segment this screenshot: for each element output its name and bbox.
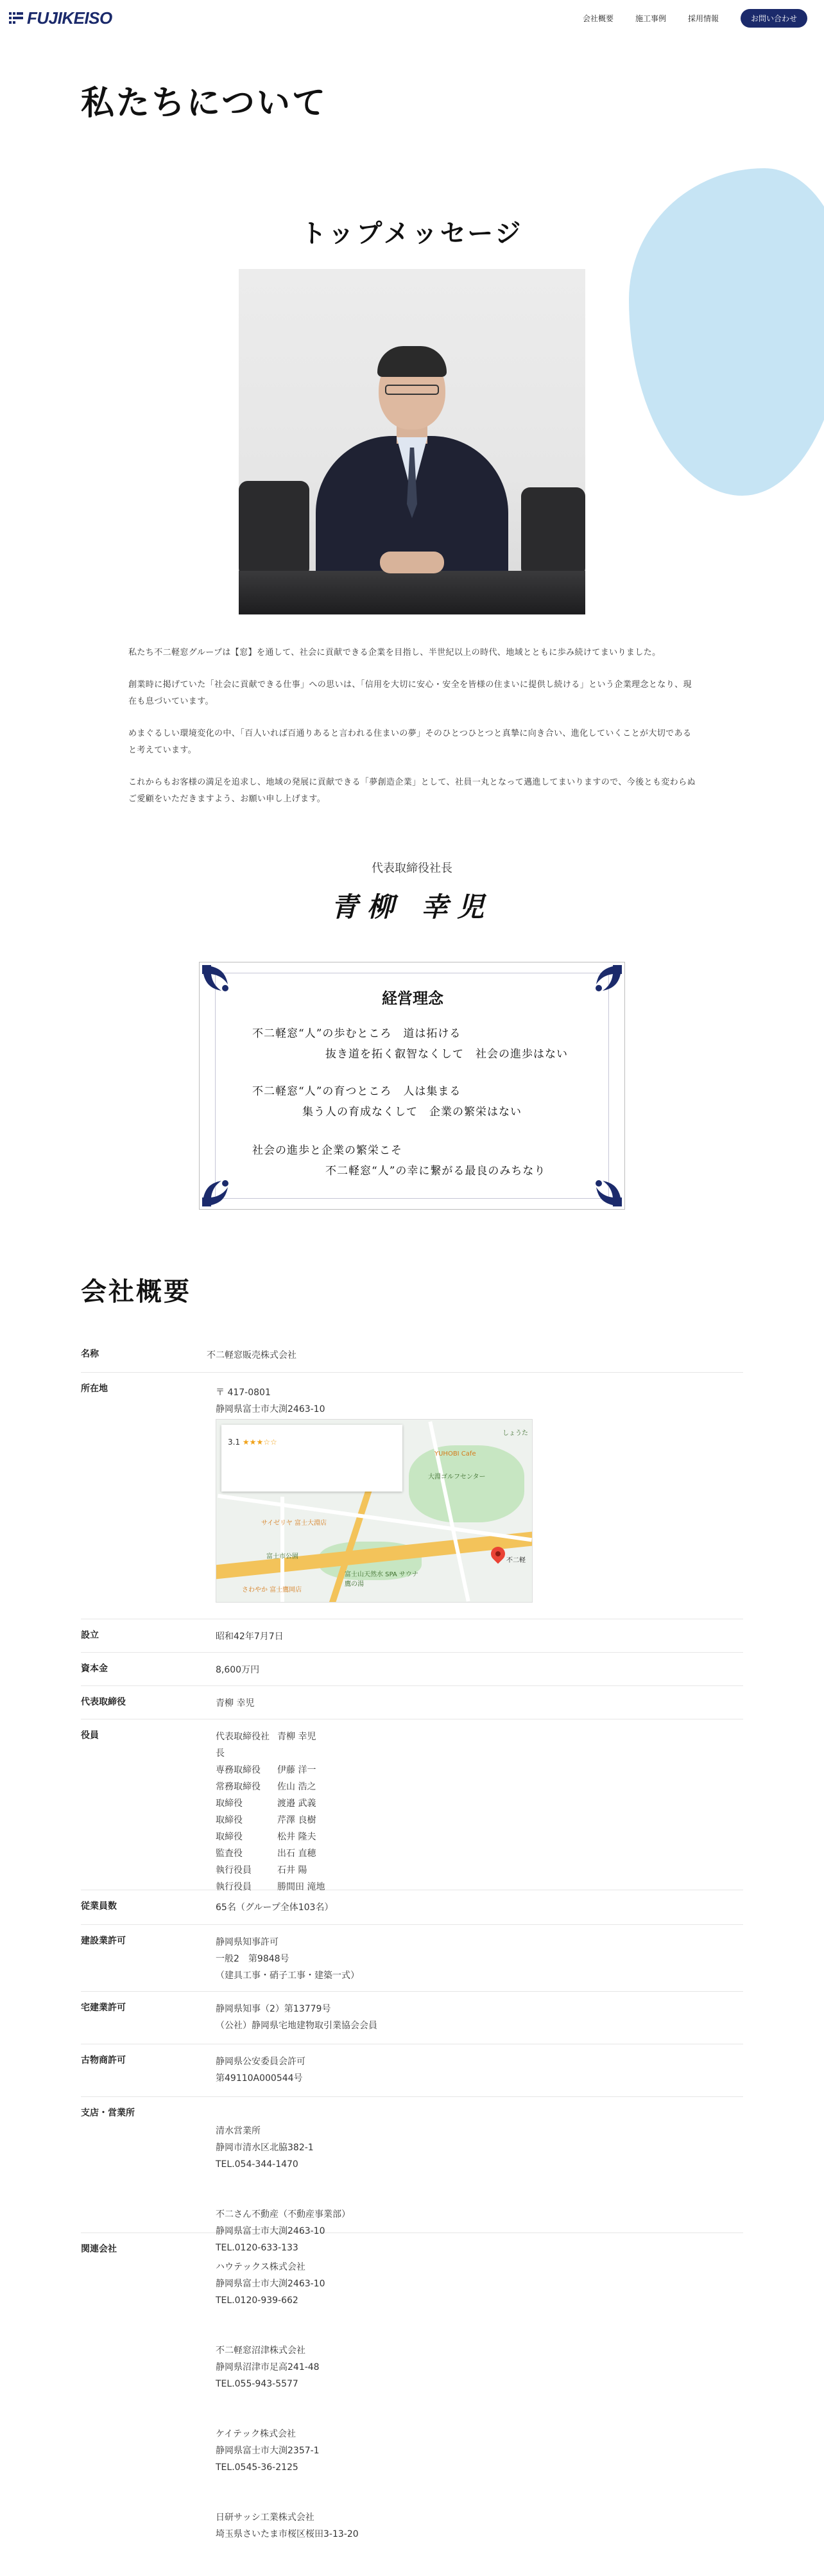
row-antique-license <box>81 2044 743 2097</box>
row-label: 関連会社 <box>81 2244 117 2254</box>
rating-stars-icon: ★★★☆☆ <box>242 1438 277 1447</box>
affiliate-entry: ケイテック株式会社 静岡県富士市大渕2357-1 TEL.0545-36-2125 <box>216 2429 320 2473</box>
main-nav <box>583 9 807 28</box>
row-value: 静岡県公安委員会許可 第49110A000544号 <box>216 2057 305 2084</box>
officer-row: 取締役 芹澤 良樹 <box>216 1815 316 1825</box>
message-paragraph: 私たち不二軽窓グループは【窓】を通して、社会に貢献できる企業を目指し、半世紀以上の時代、地域とともに歩み続けてまいりました。 <box>128 648 661 657</box>
top-message-text <box>128 645 696 823</box>
philosophy-line: 不二軽窓“人”の幸に繋がる最良のみちなり <box>325 1165 546 1178</box>
row-value: 昭和42年7月7日 <box>216 1632 284 1642</box>
row-value: 〒 417-0801 静岡県富士市大渕2463-10 <box>216 1388 325 1414</box>
row-realestate-license <box>81 1992 743 2044</box>
row-label: 従業員数 <box>81 1901 117 1911</box>
ceo-portrait <box>239 269 585 614</box>
site-header <box>0 0 824 36</box>
overview-title: 会社概要 <box>81 1277 191 1307</box>
officer-row: 常務取締役 佐山 浩之 <box>216 1782 316 1792</box>
google-map[interactable] <box>216 1419 533 1603</box>
ceo-title: 代表取締役社長 <box>372 862 452 875</box>
ceo-signature: 青柳 幸児 <box>330 891 494 923</box>
message-paragraph: これからもお客様の満足を追求し、地域の発展に貢献できる「夢創造企業」として、社員一丸となって邁進してまいりますので、今後とも変わらぬご愛顧をいただきますよう、お願い申し上げます。 <box>128 778 696 804</box>
officer-row: 執行役員 勝間田 滝地 <box>216 1882 325 1892</box>
row-value: 静岡県知事（2）第13779号 （公社）静岡県宅地建物取引業協会会員 <box>216 2004 377 2031</box>
affiliate-entry: 日研サッシ工業株式会社 埼玉県さいたま市桜区桜田3-13-20 <box>216 2512 359 2539</box>
philosophy-frame <box>199 962 625 1210</box>
top-message-heading: トップメッセージ <box>300 219 524 248</box>
row-label: 支店・営業所 <box>81 2108 135 2118</box>
row-label: 資本金 <box>81 1664 108 1674</box>
branch-entry: 清水営業所 静岡市清水区北脇382-1 TEL.054-344-1470 <box>216 2126 314 2170</box>
officer-row: 専務取締役 伊藤 洋一 <box>216 1765 316 1775</box>
logo[interactable] <box>9 8 112 28</box>
row-label: 代表取締役 <box>81 1697 126 1707</box>
map-place-label: さわやか 富士鷹岡店 <box>242 1587 302 1594</box>
map-place-label: 大淵ゴルフセンター <box>428 1474 486 1481</box>
officer-row: 代表取締役社長 青柳 幸児 <box>216 1732 316 1759</box>
contact-button[interactable]: お問い合わせ <box>741 9 807 28</box>
affiliate-entry: ハウテックス株式会社 静岡県富士市大渕2463-10 TEL.0120-939-662 <box>216 2262 325 2306</box>
philosophy-line: 不二軽窓“人”の育つところ 人は集まる <box>252 1085 461 1098</box>
page-title: 私たちについて <box>81 84 327 123</box>
officer-row: 取締役 渡邉 武義 <box>216 1798 316 1809</box>
philosophy-line: 集う人の育成なくして 企業の繁栄はない <box>302 1106 522 1118</box>
map-place-label: 富士市公園 <box>266 1553 298 1560</box>
nav-works[interactable]: 施工事例 <box>635 13 666 23</box>
officers-list <box>216 1728 325 1895</box>
philosophy-line: 抜き道を拓く叡智なくして 社会の進歩はない <box>325 1048 568 1061</box>
map-place-label: 富士山天然水 SPA サウナ鷹の湯 <box>345 1571 418 1588</box>
philosophy-line: 社会の進歩と企業の繁栄こそ <box>252 1144 402 1157</box>
row-affiliates <box>81 2233 743 2539</box>
map-place-label: 不二軽 <box>506 1557 526 1564</box>
branch-entry: 不二さん不動産（不動産事業部） 静岡県富士市大渕2463-10 TEL.0120-633-133 <box>216 2209 350 2253</box>
nav-recruit[interactable]: 採用情報 <box>687 13 719 23</box>
row-capital <box>81 1653 743 1686</box>
row-established <box>81 1619 743 1653</box>
row-label: 古物商許可 <box>81 2055 126 2066</box>
map-place-label: しょうた <box>502 1430 528 1437</box>
row-value: 65名（グループ全体103名） <box>216 1902 334 1913</box>
officer-row: 取締役 松井 隆夫 <box>216 1832 316 1842</box>
row-label: 宅建業許可 <box>81 2003 126 2013</box>
officer-row: 執行役員 石井 陽 <box>216 1865 307 1875</box>
row-label: 建設業許可 <box>81 1936 126 1946</box>
row-value: 8,600万円 <box>216 1665 260 1675</box>
row-construction-license <box>81 1925 743 1992</box>
row-address <box>81 1373 743 1619</box>
logo-mark-icon <box>9 11 23 25</box>
philosophy-line: 不二軽窓“人”の歩むところ 道は拓ける <box>252 1027 461 1040</box>
row-employees <box>81 1890 743 1925</box>
nav-company[interactable]: 会社概要 <box>582 13 614 23</box>
map-rating: 3.1 ★★★☆☆ <box>228 1438 277 1447</box>
message-paragraph: 創業時に掲げていた「社会に貢献できる仕事」への思いは、「信用を大切に安心・安全を皆様の住まいに提供し続ける」という企業理念となり、現在も息づいています。 <box>128 680 692 706</box>
row-label: 名称 <box>81 1349 99 1359</box>
map-info-card[interactable] <box>221 1425 402 1492</box>
map-place-label: サイゼリヤ 富士大淵店 <box>261 1520 327 1527</box>
map-place-label: YUHOBI Cafe <box>434 1450 476 1458</box>
row-representative <box>81 1686 743 1719</box>
row-officers <box>81 1719 743 1890</box>
philosophy-title: 経営理念 <box>382 989 443 1007</box>
map-pin-dot <box>495 1551 501 1556</box>
logo-text: FUJIKEISO <box>27 8 112 28</box>
affiliates-list <box>216 2242 359 2576</box>
row-value: 不二軽窓販売株式会社 <box>207 1350 296 1361</box>
row-label: 役員 <box>81 1730 99 1741</box>
row-name <box>81 1338 743 1373</box>
row-value: 静岡県知事許可 一般2 第9848号 （建具工事・硝子工事・建築一式） <box>216 1937 359 1981</box>
row-label: 設立 <box>81 1630 99 1640</box>
row-label: 所在地 <box>81 1384 108 1394</box>
officer-row: 監査役 出石 直穂 <box>216 1849 316 1859</box>
ornament-icon <box>579 1164 624 1209</box>
row-value: 青柳 幸児 <box>216 1698 255 1709</box>
message-paragraph: めまぐるしい環境変化の中、「百人いれば百通りあると言われる住まいの夢」そのひとつひとつと真摯に向き合い、進化していくことが大切であると考えています。 <box>128 729 692 755</box>
affiliate-entry: 不二軽窓沼津株式会社 静岡県沼津市足高241-48 TEL.055-943-5577 <box>216 2345 320 2389</box>
ornament-icon <box>200 1164 245 1209</box>
